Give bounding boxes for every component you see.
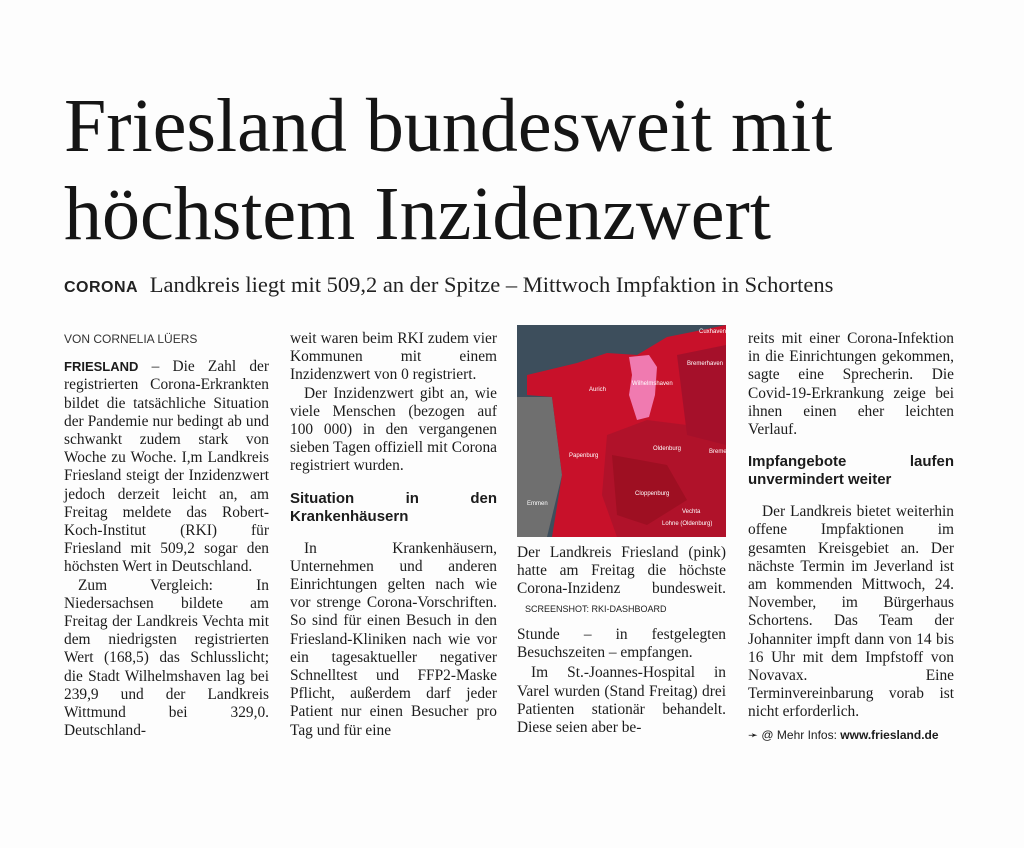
paragraph: Im St.-Joannes-Hospital in Varel wurden (Stand Freitag) drei Patienten stationär behandelt. Diese seien aber be- (517, 664, 726, 737)
caption-text: Der Landkreis Friesland (pink) hatte am Freitag die höchste Corona-Inzidenz bundesweit. (517, 544, 726, 598)
column-2 (290, 330, 497, 740)
headline-line-2: höchstem Inzidenzwert (64, 172, 771, 256)
photo-credit: SCREENSHOT: RKI-DASHBOARD (525, 603, 667, 614)
more-info (748, 726, 954, 744)
author-byline: VON CORNELIA LÜERS (64, 332, 198, 346)
map-label: Cuxhaven (699, 329, 727, 335)
subline-text: Landkreis liegt mit 509,2 an der Spitze – Mittwoch Impfaktion in Schortens (149, 272, 834, 297)
map-label: Cloppenburg (635, 491, 670, 497)
more-info-prefix: ➛ @ Mehr Infos: (748, 727, 837, 742)
map-label: Vechta (682, 509, 701, 515)
paragraph-text: – Die Zahl der registrierten Corona-Erkrankten bildet die tatsächliche Situation der Pandemie nur bedingt ab und schwankt zudem stark von Woche zu Woche. I,m Landkreis Friesland steigt der Inzidenzwert jedoch derzeit leicht an, am Freitag meldete das Robert-Koch-Institut (RKI) für Friesland mit 509,2 sogar den höchsten Wert in Deutschland. (64, 358, 269, 576)
map-label: Aurich (589, 387, 607, 393)
incidence-map (517, 325, 731, 537)
column-3 (517, 626, 726, 737)
column-1 (64, 330, 269, 740)
map-label: Papenburg (569, 453, 599, 459)
paragraph: In Krankenhäusern, Unternehmen und anderen Einrichtungen gelten nach wie vor strenge Corona-Vorschriften. So sind für einen Besuch in den Friesland-Kliniken nach wie vor ein tagesaktueller negativer Schnelltest und FFP2-Maske Pflicht, außerdem darf jeder Patient nur einen Besucher pro Tag und für eine (290, 539, 497, 739)
paragraph: weit waren beim RKI zudem vier Kommunen mit einem Inzidenzwert von 0 registriert. (290, 330, 497, 384)
paragraph: reits mit einer Corona-Infektion in die Einrichtungen gekommen, sagte eine Sprecherin. Die Covid-19-Erkrankung zeige bei ihnen einen eher leichten Verlauf. (748, 330, 954, 439)
subline-kicker: CORONA (64, 279, 139, 296)
subheading: Situation in den Krankenhäusern (290, 489, 497, 525)
more-info-link[interactable]: www.friesland.de (840, 727, 939, 742)
map-graphic (517, 325, 731, 537)
headline (64, 82, 964, 258)
subheading: Impfangebote laufen unvermindert weiter (748, 453, 954, 489)
subline (64, 272, 833, 298)
map-label: Wilhelmshaven (632, 381, 673, 387)
paragraph (64, 358, 269, 576)
map-caption (517, 544, 726, 618)
paragraph: Stunde – in festgelegten Besuchszeiten – empfangen. (517, 626, 726, 662)
column-4 (748, 330, 954, 744)
map-label: Emmen (527, 501, 548, 507)
map-label: Bremen (709, 449, 731, 455)
map-label: Lohne (Oldenburg) (662, 521, 713, 527)
paragraph: Der Inzidenzwert gibt an, wie viele Menschen (bezogen auf 100 000) in den vergangenen sieben Tagen offiziell mit Corona registriert wurden. (290, 384, 497, 475)
map-label: Bremerhaven (687, 361, 724, 367)
paragraph: Der Landkreis bietet weiterhin offene Impfaktionen im gesamten Kreisgebiet an. Der nächste Termin im Jeverland ist am kommenden Mittwoch, 24. November, im Bürgerhaus Schortens. Das Team der Johanniter impft dann von 14 bis 16 Uhr mit dem Impfstoff von Novavax. Eine Terminvereinbarung vorab ist nicht erforderlich. (748, 503, 954, 721)
dateline: FRIESLAND (64, 359, 139, 375)
paragraph: Zum Vergleich: In Niedersachsen bildete am Freitag der Landkreis Vechta mit dem niedrigsten registrierten Wert (168,5) das Schlusslicht; die Stadt Wilhelmshaven lag bei 239,9 und der Landkreis Wittmund bei 329,0. Deutschland- (64, 576, 269, 740)
headline-line-1: Friesland bundesweit mit (64, 84, 833, 168)
map-label: Oldenburg (653, 446, 682, 452)
